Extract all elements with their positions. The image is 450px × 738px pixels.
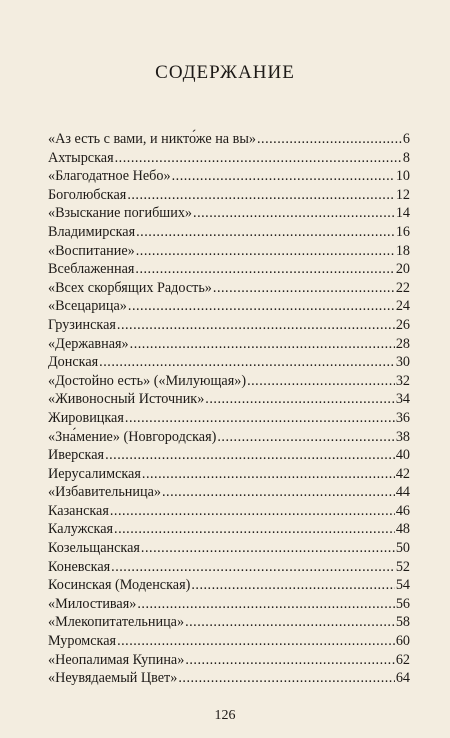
toc-entry-title: «Аз есть с вами, и никто́же на вы» bbox=[48, 131, 256, 147]
dot-leader bbox=[111, 558, 395, 577]
dot-leader bbox=[110, 502, 395, 521]
dot-leader bbox=[99, 353, 395, 372]
toc-entry bbox=[48, 409, 410, 428]
toc-entry-title: «Неувядаемый Цвет» bbox=[48, 670, 178, 687]
toc-entry-page: 62 bbox=[395, 651, 410, 668]
toc-entry bbox=[48, 576, 410, 595]
toc-entry-title: Донская bbox=[48, 354, 99, 371]
toc-entry bbox=[48, 167, 410, 186]
dot-leader bbox=[115, 149, 402, 168]
dot-leader bbox=[136, 223, 395, 242]
toc-entry-page: 20 bbox=[395, 261, 410, 278]
toc-entry-page: 30 bbox=[395, 354, 410, 371]
dot-leader bbox=[162, 483, 395, 502]
toc-entry bbox=[48, 595, 410, 614]
toc-entry-page: 26 bbox=[395, 316, 410, 333]
toc-entry bbox=[48, 186, 410, 205]
toc-entry-page: 50 bbox=[395, 540, 410, 557]
toc-entry-title: «Избавительница» bbox=[48, 484, 161, 501]
dot-leader bbox=[127, 186, 395, 205]
toc-entry-title: «Благодатное Небо» bbox=[48, 168, 171, 185]
toc-entry-title: «Достойно есть» («Милующая») bbox=[48, 372, 247, 389]
toc-entry-title: Козельщанская bbox=[48, 540, 140, 557]
toc-entry-title: Всеблаженная bbox=[48, 261, 135, 278]
toc-entry-title: «Милостивая» bbox=[48, 595, 137, 612]
toc-entry bbox=[48, 669, 410, 688]
toc-entry-title: «Воспитание» bbox=[48, 242, 135, 259]
toc-entry-title: «Всецарица» bbox=[48, 298, 127, 315]
dot-leader bbox=[178, 669, 394, 688]
toc-entry bbox=[48, 520, 410, 539]
toc-entry bbox=[48, 372, 410, 391]
dot-leader bbox=[105, 446, 395, 465]
toc-entry bbox=[48, 130, 410, 149]
dot-leader bbox=[135, 260, 394, 279]
toc-entry-page: 52 bbox=[395, 558, 410, 575]
toc-entry bbox=[48, 279, 410, 298]
toc-entry-page: 24 bbox=[395, 298, 410, 315]
dot-leader bbox=[205, 390, 395, 409]
toc-entry bbox=[48, 223, 410, 242]
toc-entry-title: «Млекопитательница» bbox=[48, 614, 185, 631]
toc-entry bbox=[48, 558, 410, 577]
toc-entry-page: 58 bbox=[395, 614, 410, 631]
dot-leader bbox=[142, 465, 395, 484]
page-number: 126 bbox=[214, 708, 236, 723]
toc-entry-title: Жировицкая bbox=[48, 409, 124, 426]
toc-entry bbox=[48, 297, 410, 316]
dot-leader bbox=[128, 297, 395, 316]
toc-entry-page: 48 bbox=[395, 521, 410, 538]
toc-entry bbox=[48, 390, 410, 409]
toc-entry-page: 64 bbox=[395, 670, 410, 687]
toc-entry-title: Иверская bbox=[48, 447, 105, 464]
dot-leader bbox=[136, 242, 395, 261]
toc-entry-page: 42 bbox=[395, 465, 410, 482]
toc-entry-title: Иерусалимская bbox=[48, 465, 141, 482]
dot-leader bbox=[213, 279, 395, 298]
toc-entry-title: Владимирская bbox=[48, 223, 136, 240]
toc-entry bbox=[48, 204, 410, 223]
toc-entry-title: «Державная» bbox=[48, 335, 129, 352]
toc-entry-page: 28 bbox=[395, 335, 410, 352]
dot-leader bbox=[117, 316, 395, 335]
toc-entry-page: 32 bbox=[395, 372, 410, 389]
toc-entry-page: 38 bbox=[395, 428, 410, 445]
toc-entry-page: 56 bbox=[395, 595, 410, 612]
dot-leader bbox=[247, 372, 395, 391]
table-of-contents bbox=[48, 130, 410, 688]
toc-entry bbox=[48, 651, 410, 670]
toc-entry-page: 54 bbox=[395, 577, 410, 594]
toc-entry bbox=[48, 149, 410, 168]
dot-leader bbox=[141, 539, 395, 558]
toc-entry bbox=[48, 428, 410, 447]
dot-leader bbox=[185, 613, 395, 632]
toc-entry bbox=[48, 316, 410, 335]
dot-leader bbox=[130, 335, 395, 354]
dot-leader bbox=[257, 130, 402, 149]
toc-entry-title: Казанская bbox=[48, 502, 109, 519]
dot-leader bbox=[125, 409, 395, 428]
dot-leader bbox=[172, 167, 395, 186]
toc-entry bbox=[48, 242, 410, 261]
toc-entry bbox=[48, 483, 410, 502]
toc-entry bbox=[48, 260, 410, 279]
toc-entry-page: 14 bbox=[395, 205, 410, 222]
toc-entry-title: «Живоносный Источник» bbox=[48, 391, 205, 408]
toc-entry bbox=[48, 353, 410, 372]
toc-entry-page: 16 bbox=[395, 223, 410, 240]
toc-entry-page: 10 bbox=[395, 168, 410, 185]
toc-entry-page: 34 bbox=[395, 391, 410, 408]
toc-entry-page: 22 bbox=[395, 279, 410, 296]
toc-entry-title: Косинская (Моденская) bbox=[48, 577, 191, 594]
toc-entry bbox=[48, 465, 410, 484]
toc-entry-page: 12 bbox=[395, 186, 410, 203]
toc-entry bbox=[48, 502, 410, 521]
dot-leader bbox=[117, 632, 395, 651]
toc-entry-page: 46 bbox=[395, 502, 410, 519]
page-title: СОДЕРЖАНИЕ bbox=[155, 62, 295, 83]
toc-entry-page: 36 bbox=[395, 409, 410, 426]
toc-entry-page: 44 bbox=[395, 484, 410, 501]
toc-entry-page: 60 bbox=[395, 633, 410, 650]
toc-entry-title: Боголюбская bbox=[48, 186, 127, 203]
toc-entry bbox=[48, 613, 410, 632]
toc-entry-title: Коневская bbox=[48, 558, 111, 575]
toc-entry bbox=[48, 446, 410, 465]
dot-leader bbox=[217, 428, 394, 447]
dot-leader bbox=[137, 595, 394, 614]
toc-entry-title: «Зна́мение» (Новгородская) bbox=[48, 428, 217, 445]
toc-entry-page: 6 bbox=[402, 131, 410, 147]
toc-entry-title: «Неопалимая Купина» bbox=[48, 651, 185, 668]
dot-leader bbox=[191, 576, 394, 595]
toc-entry-title: Грузинская bbox=[48, 316, 116, 333]
toc-entry-title: «Взыскание погибших» bbox=[48, 205, 193, 222]
toc-entry-title: Муромская bbox=[48, 633, 117, 650]
toc-entry bbox=[48, 632, 410, 651]
toc-entry-page: 40 bbox=[395, 447, 410, 464]
toc-entry-title: Калужская bbox=[48, 521, 114, 538]
dot-leader bbox=[114, 520, 395, 539]
toc-entry-page: 8 bbox=[402, 149, 410, 166]
toc-entry bbox=[48, 335, 410, 354]
toc-entry bbox=[48, 539, 410, 558]
toc-entry-title: «Всех скорбящих Радость» bbox=[48, 279, 212, 296]
toc-entry-page: 18 bbox=[395, 242, 410, 259]
toc-entry-title: Ахтырская bbox=[48, 149, 114, 166]
dot-leader bbox=[185, 651, 394, 670]
dot-leader bbox=[193, 204, 395, 223]
